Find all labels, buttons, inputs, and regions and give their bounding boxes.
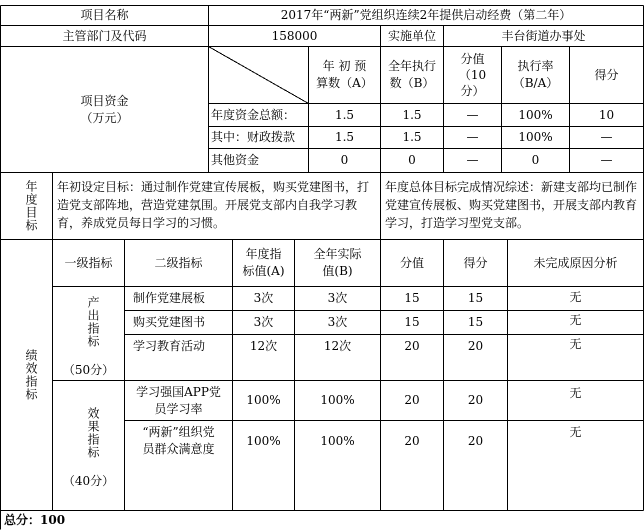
header-annual-target bbox=[233, 240, 294, 286]
header-annual-budget-line2: 算数（A） bbox=[316, 76, 373, 90]
output-indicators-points: （50分） bbox=[62, 363, 115, 377]
output-item-3-score: 20 bbox=[467, 339, 484, 353]
effect-item-1-reason: 无 bbox=[569, 386, 582, 400]
header-annual-actual-line1: 全年实际 bbox=[313, 247, 362, 261]
effect-item-2-name-line1: “两新”组织党 bbox=[142, 425, 215, 439]
output-item-2-name: 购买党建图书 bbox=[133, 315, 206, 329]
performance-indicators-label: 绩效指标 bbox=[24, 349, 38, 401]
initial-goal-text: 年初设定目标：通过制作党建宣传展板，购买党建图书，打造党支部阵地，营造党建氛围。开展党支部内自我学习教育，养成党员每日学习的习惯。 bbox=[57, 180, 370, 230]
header-score-value-line2: （10 bbox=[458, 68, 487, 82]
output-item-3-reason: 无 bbox=[569, 337, 582, 351]
funds-row-total-score: 10 bbox=[598, 107, 615, 122]
output-item-2-score-value: 15 bbox=[404, 315, 420, 329]
project-funds-label-line2: （万元） bbox=[80, 110, 129, 125]
header-annual-target-line1: 年度指 bbox=[245, 247, 282, 261]
department-code-label: 主管部门及代码 bbox=[62, 28, 147, 43]
output-item-1-reason: 无 bbox=[569, 290, 582, 304]
funds-row-other-score-value: — bbox=[466, 153, 479, 167]
effect-item-2-score: 20 bbox=[467, 433, 484, 448]
output-item-3-score-value: 20 bbox=[404, 339, 420, 353]
output-item-3-name: 学习教育活动 bbox=[133, 339, 206, 353]
funds-row-fiscal-score: — bbox=[600, 130, 613, 144]
header-annual-actual-line2: 值(B) bbox=[322, 264, 353, 278]
header-score-value-line3: 分） bbox=[460, 84, 485, 98]
header-score-value bbox=[444, 47, 501, 103]
header-level2-indicator: 二级指标 bbox=[154, 255, 203, 270]
header-score-value-line1: 分值 bbox=[460, 52, 485, 66]
header-level1-indicator: 一级指标 bbox=[64, 255, 113, 270]
header-annual-target-line2: 标值(A) bbox=[242, 264, 285, 278]
output-item-3-actual: 12次 bbox=[323, 339, 352, 353]
effect-indicators-points: （40分） bbox=[62, 474, 115, 488]
header-perf-score: 得分 bbox=[463, 255, 488, 270]
output-item-1-actual: 3次 bbox=[327, 291, 348, 305]
funds-row-other-budget: 0 bbox=[340, 153, 349, 167]
effect-item-2-target: 100% bbox=[246, 433, 281, 448]
effect-indicators-label: 效果指标 bbox=[86, 407, 100, 459]
annual-goals-label: 年度目标 bbox=[24, 180, 38, 232]
output-item-3-target: 12次 bbox=[249, 339, 278, 353]
effect-item-1-name-line2: 员学习率 bbox=[154, 401, 203, 416]
funds-row-fiscal-rate: 100% bbox=[518, 130, 553, 144]
header-execution-rate bbox=[502, 47, 569, 103]
effect-item-2-actual: 100% bbox=[320, 433, 355, 448]
total-score: 总分：100 bbox=[4, 513, 66, 527]
output-item-1-score-value: 15 bbox=[404, 291, 420, 305]
funds-row-other-exec: 0 bbox=[408, 153, 416, 167]
header-annual-execution-line1: 全年执行 bbox=[387, 59, 436, 73]
header-execution-rate-line1: 执行率 bbox=[517, 59, 554, 73]
funds-row-total-exec: 1.5 bbox=[402, 107, 422, 122]
effect-item-1-score-value: 20 bbox=[404, 393, 420, 407]
funds-row-total-name: 年度资金总额： bbox=[211, 108, 296, 122]
effect-item-1-target: 100% bbox=[246, 393, 281, 407]
project-funds-label-line1: 项目资金 bbox=[80, 93, 129, 108]
funds-row-fiscal-name: 其中：财政拨款 bbox=[211, 130, 296, 144]
effect-item-2-score-value: 20 bbox=[404, 433, 420, 448]
effect-item-2-name bbox=[125, 421, 232, 461]
output-item-2-reason: 无 bbox=[569, 313, 582, 327]
header-annual-execution-line2: 数（B） bbox=[389, 76, 435, 90]
header-annual-budget bbox=[309, 47, 380, 103]
output-item-1-score: 15 bbox=[467, 291, 484, 305]
header-annual-actual bbox=[295, 240, 380, 286]
header-execution-rate-line2: （B/A） bbox=[512, 76, 559, 90]
output-item-2-target: 3次 bbox=[253, 315, 274, 329]
funds-row-total-score-value: — bbox=[466, 107, 479, 122]
header-annual-budget-line1: 年 初 预 bbox=[322, 59, 367, 73]
funds-row-other-rate: 0 bbox=[531, 153, 540, 167]
output-item-2-score: 15 bbox=[467, 315, 484, 329]
funds-row-fiscal-exec: 1.5 bbox=[402, 130, 422, 144]
department-code-value: 158000 bbox=[271, 28, 318, 43]
effect-item-2-reason: 无 bbox=[569, 425, 582, 439]
effect-item-1-name-line1: 学习强国APP党 bbox=[136, 384, 221, 399]
output-indicators-label: 产出指标 bbox=[86, 296, 100, 348]
effect-item-1-actual: 100% bbox=[320, 393, 355, 407]
effect-item-1-name bbox=[125, 381, 232, 420]
funds-row-other-score: — bbox=[600, 153, 613, 167]
project-name-value: 2017年“两新”党组织连续2年提供启动经费（第二年） bbox=[280, 8, 572, 22]
header-annual-execution bbox=[381, 47, 443, 103]
implementing-unit-value: 丰台街道办事处 bbox=[501, 28, 586, 43]
header-perf-score-value: 分值 bbox=[399, 255, 424, 270]
funds-row-fiscal-budget: 1.5 bbox=[334, 130, 355, 144]
funds-row-fiscal-score-value: — bbox=[466, 130, 479, 144]
output-item-1-name: 制作党建展板 bbox=[133, 291, 206, 305]
output-item-2-actual: 3次 bbox=[327, 315, 348, 329]
project-funds-label bbox=[1, 47, 208, 172]
effect-item-2-name-line2: 员群众满意度 bbox=[142, 442, 215, 456]
header-failure-reason: 未完成原因分析 bbox=[533, 255, 618, 270]
header-funds-score: 得分 bbox=[594, 67, 619, 82]
funds-row-total-rate: 100% bbox=[518, 107, 553, 122]
project-name-label: 项目名称 bbox=[80, 8, 129, 22]
funds-row-total-budget: 1.5 bbox=[334, 107, 355, 122]
implementing-unit-label: 实施单位 bbox=[387, 28, 436, 43]
output-item-1-target: 3次 bbox=[253, 291, 274, 305]
goal-completion-text: 年度总体目标完成情况综述：新建支部均已制作党建宣传展板、购买党建图书，开展支部内教育学习，打造学习型党支部。 bbox=[385, 180, 638, 230]
funds-row-other-name: 其他资金 bbox=[211, 153, 260, 167]
effect-item-1-score: 20 bbox=[467, 393, 484, 407]
